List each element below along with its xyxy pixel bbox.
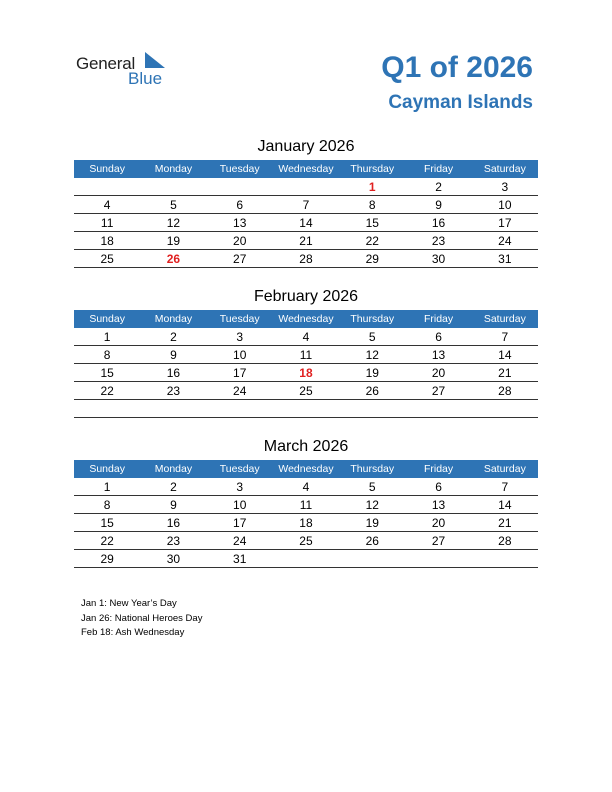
calendar-body xyxy=(74,478,538,568)
day-cell: 3 xyxy=(207,328,273,346)
holiday-notes xyxy=(81,597,202,641)
week-row xyxy=(74,496,538,514)
day-cell: 30 xyxy=(405,250,471,268)
week-row xyxy=(74,232,538,250)
holiday-day-cell: 26 xyxy=(140,250,206,268)
day-cell: 13 xyxy=(405,346,471,364)
day-cell: 20 xyxy=(405,364,471,382)
holiday-day-cell: 1 xyxy=(339,178,405,196)
day-cell: 4 xyxy=(273,478,339,496)
day-cell: 5 xyxy=(140,196,206,214)
month-february xyxy=(74,287,538,418)
day-cell: 14 xyxy=(472,496,538,514)
week-row xyxy=(74,178,538,196)
weekday-header: Friday xyxy=(405,460,471,478)
day-cell: 8 xyxy=(74,496,140,514)
day-cell: 26 xyxy=(339,532,405,550)
holiday-day-cell: 18 xyxy=(273,364,339,382)
weekday-header: Tuesday xyxy=(207,310,273,328)
week-row xyxy=(74,478,538,496)
day-cell: 6 xyxy=(405,328,471,346)
weekday-header: Monday xyxy=(140,310,206,328)
day-cell: 26 xyxy=(339,382,405,400)
calendar-body xyxy=(74,178,538,268)
day-cell: 8 xyxy=(74,346,140,364)
day-cell: 4 xyxy=(273,328,339,346)
calendar-body xyxy=(74,328,538,418)
day-cell: 31 xyxy=(472,250,538,268)
day-cell: 29 xyxy=(339,250,405,268)
day-cell: 28 xyxy=(273,250,339,268)
day-cell: 3 xyxy=(207,478,273,496)
calendar-table xyxy=(74,310,538,418)
day-cell: 21 xyxy=(472,514,538,532)
weekday-header-row xyxy=(74,310,538,328)
day-cell: 3 xyxy=(472,178,538,196)
day-cell: 18 xyxy=(74,232,140,250)
day-cell: 19 xyxy=(339,514,405,532)
day-cell: 17 xyxy=(207,514,273,532)
day-cell: 16 xyxy=(405,214,471,232)
weekday-header: Thursday xyxy=(339,310,405,328)
day-cell: 9 xyxy=(140,346,206,364)
day-cell: 20 xyxy=(207,232,273,250)
day-cell: 1 xyxy=(74,478,140,496)
day-cell: 7 xyxy=(472,328,538,346)
day-cell: 16 xyxy=(140,514,206,532)
day-cell: 7 xyxy=(273,196,339,214)
month-title: February 2026 xyxy=(253,288,359,305)
day-cell xyxy=(74,178,140,196)
day-cell: 11 xyxy=(273,496,339,514)
day-cell: 15 xyxy=(74,364,140,382)
week-row xyxy=(74,514,538,532)
week-row xyxy=(74,346,538,364)
logo-general-text: General xyxy=(76,54,136,73)
weekday-header: Friday xyxy=(405,160,471,178)
page-subtitle: Cayman Islands xyxy=(388,92,533,113)
day-cell: 13 xyxy=(207,214,273,232)
week-row xyxy=(74,250,538,268)
day-cell: 2 xyxy=(405,178,471,196)
day-cell: 10 xyxy=(207,496,273,514)
day-cell: 14 xyxy=(472,346,538,364)
day-cell xyxy=(273,550,339,568)
weekday-header: Monday xyxy=(140,460,206,478)
day-cell: 28 xyxy=(472,532,538,550)
month-title: January 2026 xyxy=(257,138,355,155)
day-cell: 25 xyxy=(74,250,140,268)
day-cell: 12 xyxy=(339,496,405,514)
day-cell: 8 xyxy=(339,196,405,214)
day-cell xyxy=(472,550,538,568)
logo-blue-text: Blue xyxy=(128,69,163,88)
weekday-header: Wednesday xyxy=(273,460,339,478)
holiday-note: Jan 26: National Heroes Day xyxy=(81,612,203,624)
day-cell: 12 xyxy=(140,214,206,232)
day-cell: 21 xyxy=(273,232,339,250)
weekday-header: Wednesday xyxy=(273,310,339,328)
weekday-header: Thursday xyxy=(339,460,405,478)
day-cell: 22 xyxy=(74,382,140,400)
day-cell: 27 xyxy=(405,382,471,400)
weekday-header-row xyxy=(74,160,538,178)
weekday-header: Saturday xyxy=(472,160,538,178)
day-cell xyxy=(140,400,206,418)
day-cell: 7 xyxy=(472,478,538,496)
day-cell: 20 xyxy=(405,514,471,532)
day-cell: 19 xyxy=(339,364,405,382)
day-cell: 23 xyxy=(140,382,206,400)
day-cell xyxy=(273,400,339,418)
weekday-header: Saturday xyxy=(472,460,538,478)
day-cell: 23 xyxy=(405,232,471,250)
day-cell: 12 xyxy=(339,346,405,364)
week-row xyxy=(74,364,538,382)
day-cell: 10 xyxy=(207,346,273,364)
day-cell: 9 xyxy=(405,196,471,214)
day-cell: 29 xyxy=(74,550,140,568)
day-cell: 23 xyxy=(140,532,206,550)
day-cell: 4 xyxy=(74,196,140,214)
weekday-header-row xyxy=(74,460,538,478)
day-cell: 22 xyxy=(74,532,140,550)
day-cell: 11 xyxy=(273,346,339,364)
day-cell: 18 xyxy=(273,514,339,532)
day-cell: 10 xyxy=(472,196,538,214)
logo-flag-icon xyxy=(143,52,165,70)
day-cell: 16 xyxy=(140,364,206,382)
day-cell: 24 xyxy=(472,232,538,250)
week-row xyxy=(74,196,538,214)
day-cell: 14 xyxy=(273,214,339,232)
day-cell: 28 xyxy=(472,382,538,400)
weekday-header: Sunday xyxy=(74,460,140,478)
day-cell: 2 xyxy=(140,478,206,496)
day-cell: 9 xyxy=(140,496,206,514)
day-cell: 25 xyxy=(273,532,339,550)
week-row xyxy=(74,550,538,568)
holiday-note: Jan 1: New Year’s Day xyxy=(81,598,177,609)
day-cell: 17 xyxy=(472,214,538,232)
day-cell xyxy=(140,178,206,196)
week-row xyxy=(74,532,538,550)
day-cell: 24 xyxy=(207,382,273,400)
day-cell: 17 xyxy=(207,364,273,382)
day-cell xyxy=(207,400,273,418)
day-cell: 27 xyxy=(207,250,273,268)
weekday-header: Sunday xyxy=(74,310,140,328)
week-row xyxy=(74,382,538,400)
calendar-table xyxy=(74,160,538,268)
weekday-header: Friday xyxy=(405,310,471,328)
day-cell xyxy=(405,400,471,418)
day-cell: 15 xyxy=(74,514,140,532)
holiday-note: Feb 18: Ash Wednesday xyxy=(81,627,185,638)
day-cell: 15 xyxy=(339,214,405,232)
weekday-header: Tuesday xyxy=(207,460,273,478)
day-cell: 13 xyxy=(405,496,471,514)
day-cell xyxy=(207,178,273,196)
week-row xyxy=(74,400,538,418)
week-row xyxy=(74,214,538,232)
month-march xyxy=(74,437,538,568)
day-cell xyxy=(405,550,471,568)
day-cell: 6 xyxy=(207,196,273,214)
day-cell: 25 xyxy=(273,382,339,400)
weekday-header: Wednesday xyxy=(273,160,339,178)
day-cell xyxy=(74,400,140,418)
page-title: Q1 of 2026 xyxy=(381,51,533,84)
day-cell: 2 xyxy=(140,328,206,346)
day-cell: 5 xyxy=(339,328,405,346)
day-cell: 19 xyxy=(140,232,206,250)
day-cell: 21 xyxy=(472,364,538,382)
day-cell: 27 xyxy=(405,532,471,550)
day-cell xyxy=(339,550,405,568)
calendar-table xyxy=(74,460,538,568)
day-cell: 30 xyxy=(140,550,206,568)
weekday-header: Thursday xyxy=(339,160,405,178)
day-cell: 31 xyxy=(207,550,273,568)
day-cell xyxy=(472,400,538,418)
generalblue-logo xyxy=(76,52,176,88)
day-cell xyxy=(273,178,339,196)
weekday-header: Saturday xyxy=(472,310,538,328)
day-cell: 24 xyxy=(207,532,273,550)
weekday-header: Tuesday xyxy=(207,160,273,178)
day-cell xyxy=(339,400,405,418)
week-row xyxy=(74,328,538,346)
day-cell: 1 xyxy=(74,328,140,346)
weekday-header: Sunday xyxy=(74,160,140,178)
weekday-header: Monday xyxy=(140,160,206,178)
day-cell: 6 xyxy=(405,478,471,496)
day-cell: 22 xyxy=(339,232,405,250)
day-cell: 11 xyxy=(74,214,140,232)
day-cell: 5 xyxy=(339,478,405,496)
month-january xyxy=(74,137,538,268)
month-title: March 2026 xyxy=(263,438,349,455)
